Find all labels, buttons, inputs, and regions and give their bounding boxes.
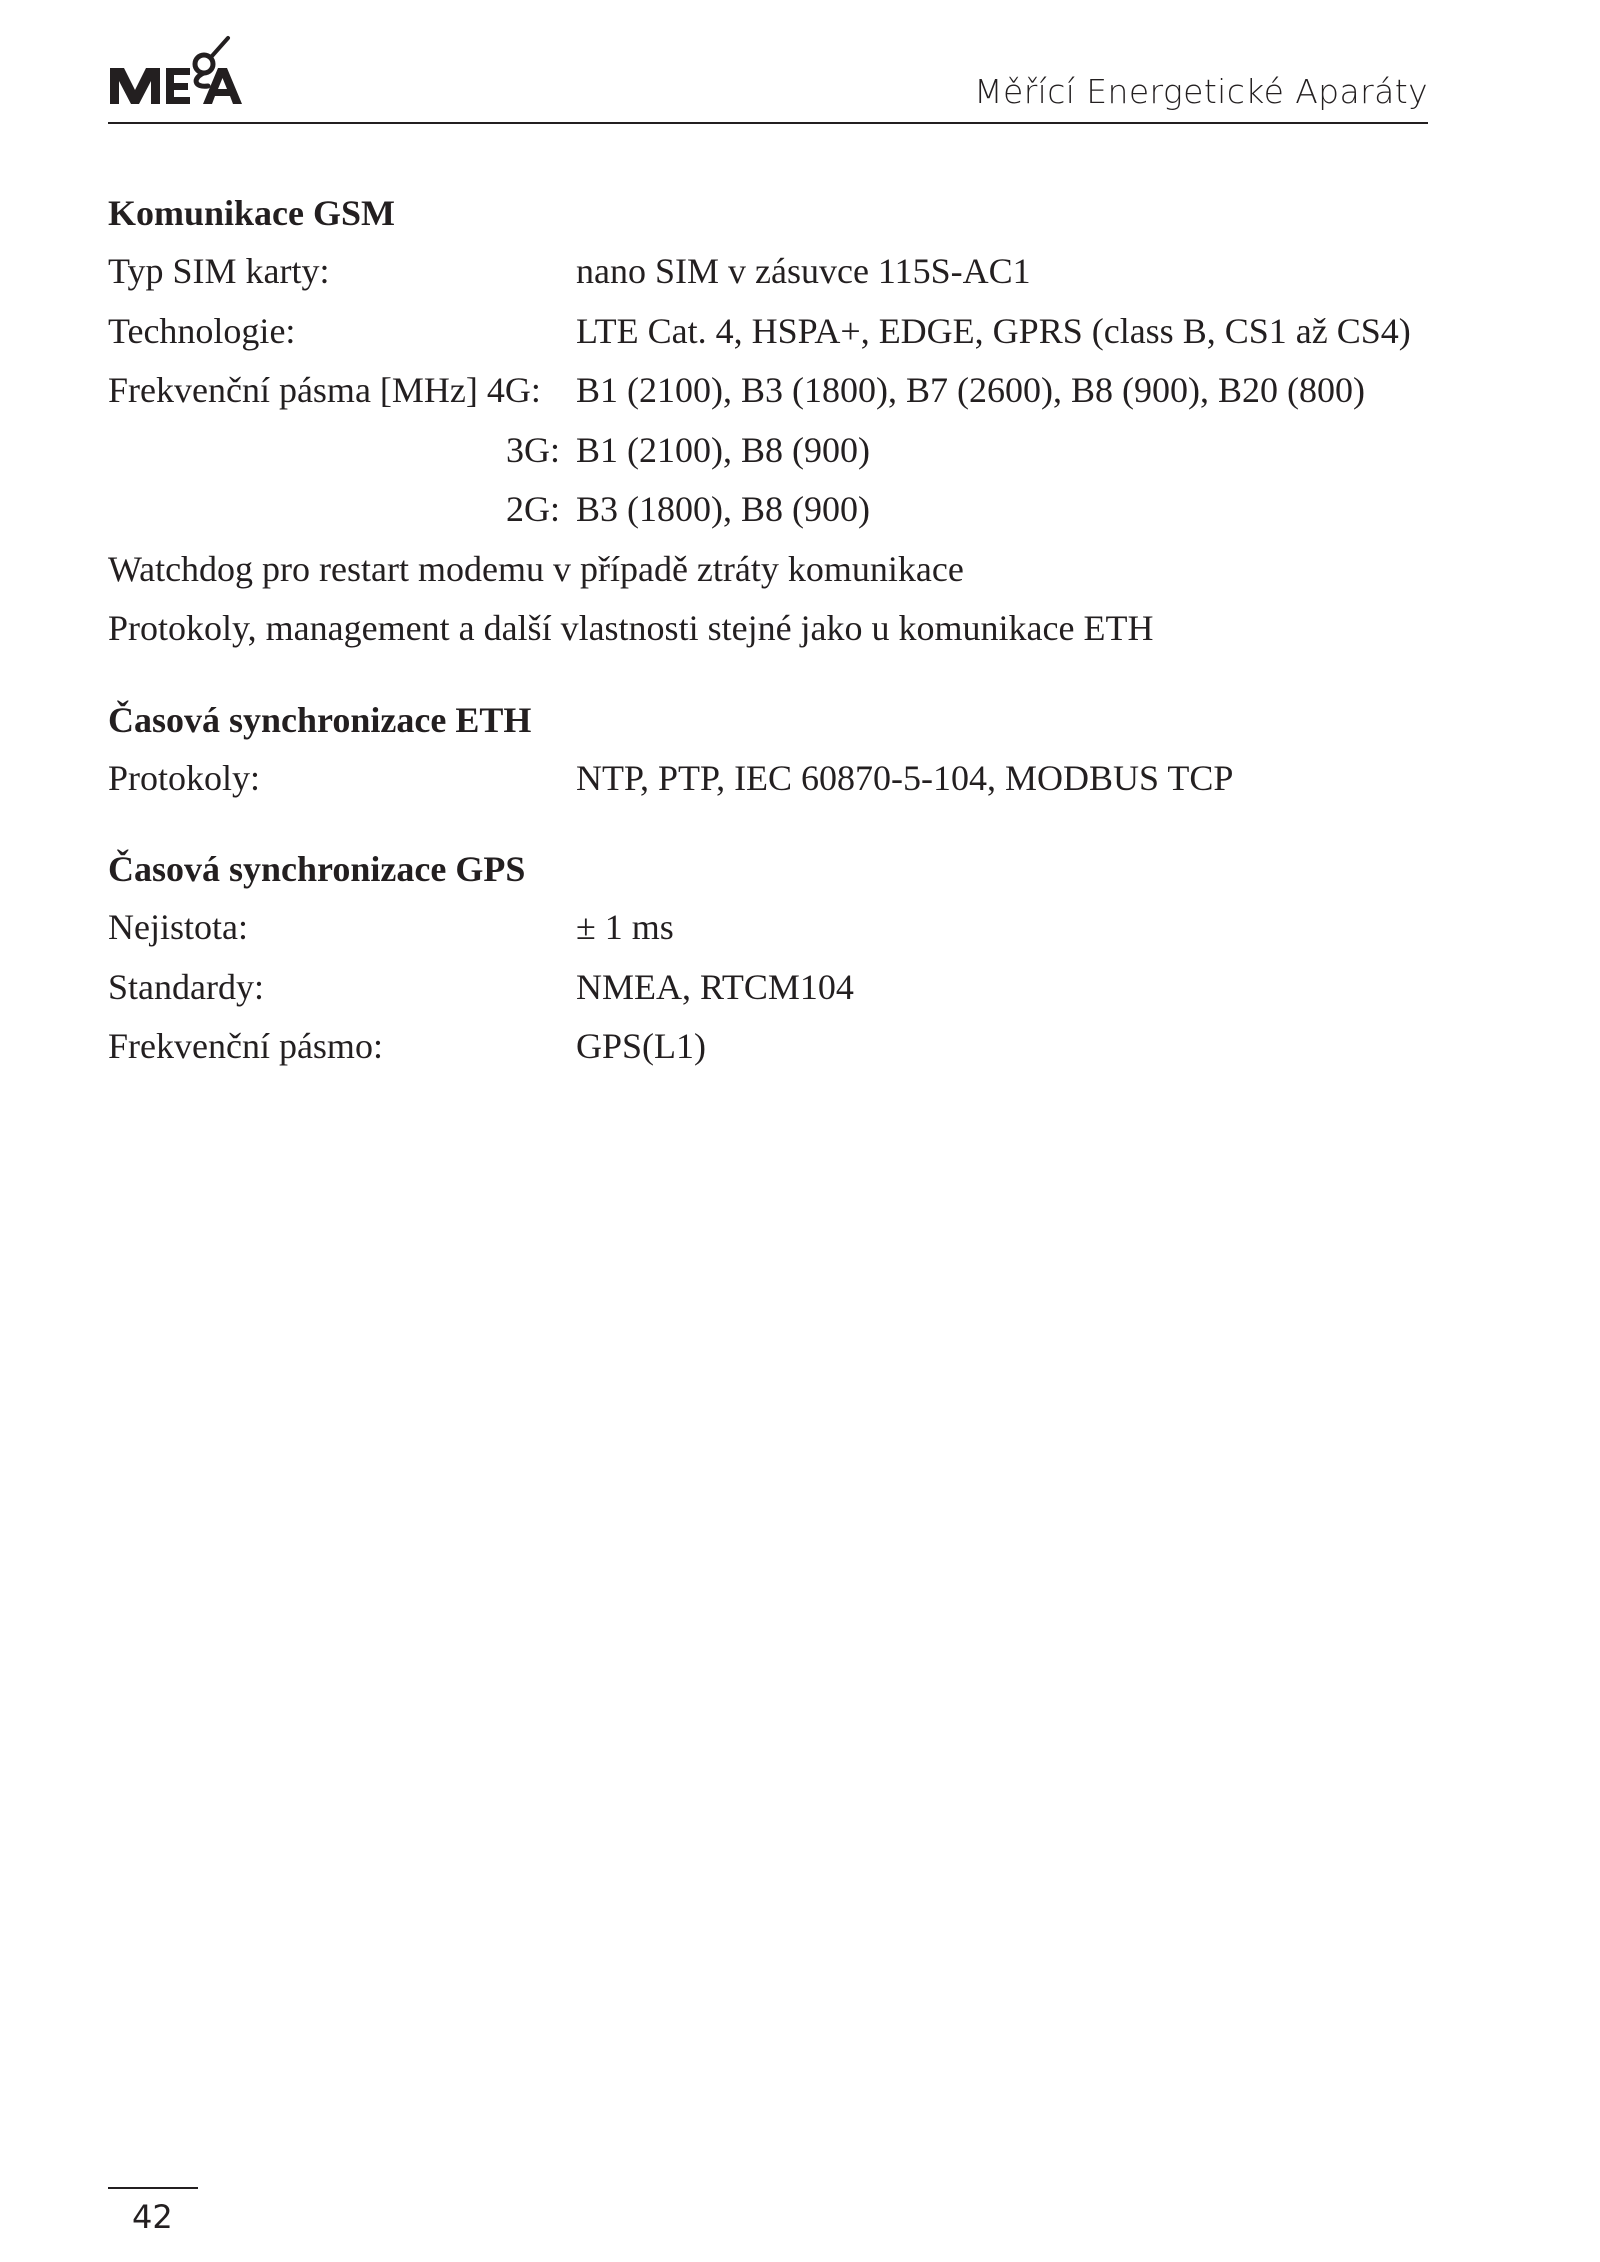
page-header [108,28,1428,126]
spec-value: nano SIM v zásuvce 115S-AC1 [576,251,1031,291]
spec-row [108,749,1428,809]
spec-text: Protokoly, management a další vlastnosti stejné jako u komunikace ETH [108,608,1154,648]
spec-label: Typ SIM karty: [108,251,330,291]
spec-value: ± 1 ms [576,907,674,947]
spec-label: Protokoly: [108,757,261,798]
page-number: 42 [132,2198,173,2236]
spec-row [108,540,1428,600]
section-title: Komunikace GSM [108,193,396,233]
header-divider [108,122,1428,124]
spec-value: LTE Cat. 4, HSPA+, EDGE, GPRS (class B, CS1 až CS4) [576,310,1411,351]
spec-row [108,599,1428,659]
mega-logo [108,28,243,112]
spec-label: Frekvenční pásmo: [108,1026,383,1066]
spec-label: Standardy: [108,966,264,1007]
spec-value: B1 (2100), B3 (1800), B7 (2600), B8 (900), B20 (800) [576,370,1365,410]
spec-sublabel: 2G: [506,489,560,529]
section-eth-sync [108,691,1428,809]
spec-row [108,480,1428,540]
spec-row [108,361,1428,421]
spec-row [108,302,1428,362]
spec-label: Nejistota: [108,907,248,947]
section-title: Časová synchronizace GPS [108,849,526,889]
spec-value: B1 (2100), B8 (900) [576,429,870,470]
spec-text: Watchdog pro restart modemu v případě ztráty komunikace [108,548,964,589]
spec-label: Frekvenční pásma [MHz] 4G: [108,370,541,410]
spec-row [108,242,1428,302]
section-gsm [108,184,1428,659]
spec-value: NTP, PTP, IEC 60870-5-104, MODBUS TCP [576,757,1234,798]
spec-sublabel: 3G: [506,429,560,470]
spec-row [108,958,1428,1018]
spec-row [108,898,1428,958]
section-title: Časová synchronizace ETH [108,699,532,740]
section-gps-sync [108,840,1428,1077]
document-body [108,184,1428,1109]
spec-value: B3 (1800), B8 (900) [576,489,870,529]
header-title: Měřící Energetické Aparáty [974,72,1428,111]
spec-row [108,421,1428,481]
footer-divider [108,2187,198,2189]
spec-label: Technologie: [108,310,296,351]
spec-value: NMEA, RTCM104 [576,966,854,1007]
spec-value: GPS(L1) [576,1026,707,1066]
mega-logo-icon [108,28,243,112]
spec-row [108,1017,1428,1077]
